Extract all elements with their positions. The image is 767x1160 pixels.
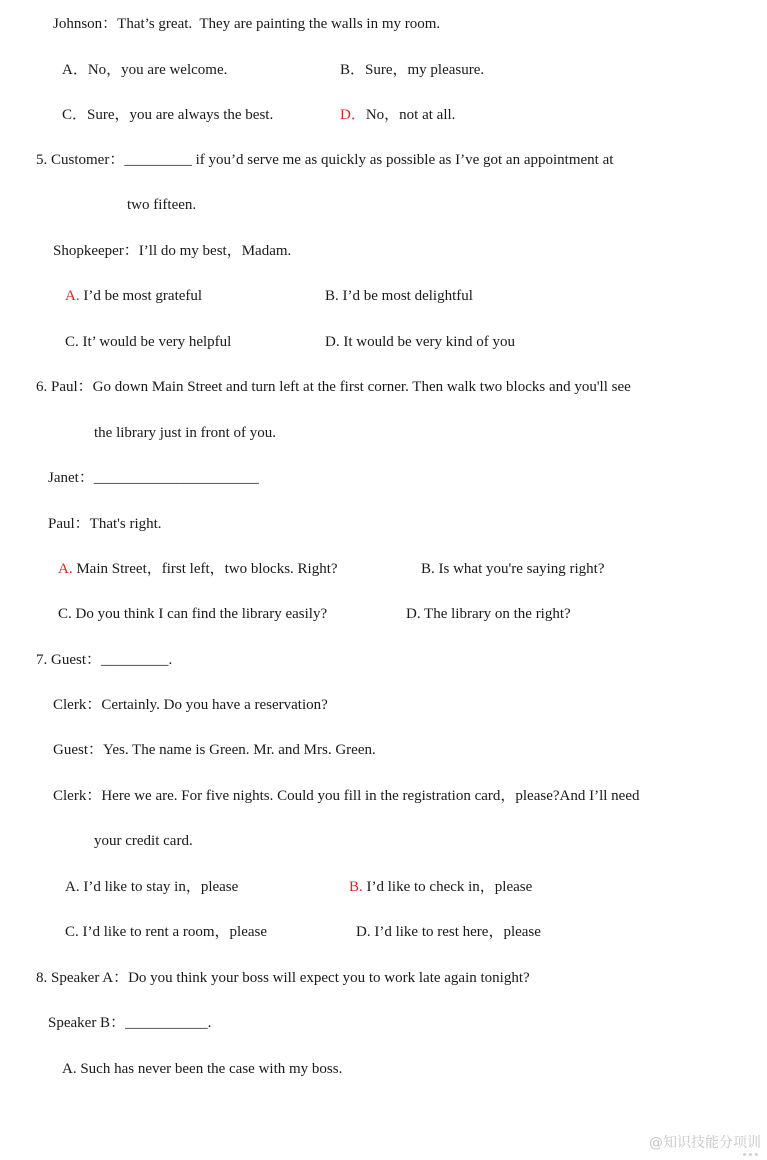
q6-option-c: C. Do you think I can find the library easily? <box>58 606 328 622</box>
q4-option-b: B．Sure，my pleasure. <box>340 62 485 78</box>
q6-option-a-text: Main Street，first left，two blocks. Right? <box>72 561 338 577</box>
q6-continuation: the library just in front of you. <box>94 425 277 441</box>
q5-customer-line: 5. Customer：_________ if you’d serve me as quickly as possible as I’ve got an appointment at <box>36 152 614 168</box>
q7-option-b <box>349 877 532 897</box>
answer-letter-d: D． <box>340 107 366 123</box>
q8-speaker-b-line: Speaker B：___________. <box>48 1015 212 1031</box>
q6-option-b: B. Is what you're saying right? <box>421 561 605 577</box>
q4-option-d-text: No，not at all. <box>365 107 456 123</box>
q7-option-d: D. I’d like to rest here，please <box>356 924 541 940</box>
q5-option-c: C. It’ would be very helpful <box>65 334 232 350</box>
q7-clerk-reply: Clerk：Here we are. For five nights. Could you fill in the registration card，please?And I’ll need <box>53 788 640 804</box>
q7-option-c: C. I’d like to rent a room，please <box>65 924 268 940</box>
answer-letter-a: A. <box>65 288 80 304</box>
answer-letter-a: A. <box>58 561 73 577</box>
q5-option-a-text: I’d be most grateful <box>79 288 203 304</box>
q7-option-b-text: I’d like to check in，please <box>362 879 533 895</box>
q6-paul-reply: Paul：That's right. <box>48 516 162 532</box>
q4-option-d <box>340 105 455 125</box>
q6-option-a <box>58 559 338 579</box>
answer-letter-b: B. <box>349 879 363 895</box>
q7-clerk-line: Clerk：Certainly. Do you have a reservation? <box>53 697 328 713</box>
q8-option-a: A. Such has never been the case with my boss. <box>62 1061 343 1077</box>
q6-option-d: D. The library on the right? <box>406 606 571 622</box>
q6-paul-line: 6. Paul：Go down Main Street and turn left at the first corner. Then walk two blocks and you'll see <box>36 379 631 395</box>
q6-janet-line: Janet：______________________ <box>48 470 259 486</box>
q4-option-a: A．No，you are welcome. <box>62 62 228 78</box>
q8-speaker-a-line: 8. Speaker A：Do you think your boss will expect you to work late again tonight? <box>36 970 530 986</box>
q7-option-a: A. I’d like to stay in，please <box>65 879 239 895</box>
q5-continuation: two fifteen. <box>127 197 197 213</box>
q5-shopkeeper-line: Shopkeeper：I’ll do my best，Madam. <box>53 243 292 259</box>
q7-guest-line: 7. Guest：_________. <box>36 652 173 668</box>
q5-option-a <box>65 286 202 306</box>
q7-continuation: your credit card. <box>94 833 193 849</box>
q7-guest-reply: Guest：Yes. The name is Green. Mr. and Mrs. Green. <box>53 742 376 758</box>
watermark-dots <box>741 1152 761 1158</box>
q5-option-b: B. I’d be most delightful <box>325 288 473 304</box>
q4-option-c: C．Sure，you are always the best. <box>62 107 274 123</box>
johnson-line: Johnson：That’s great. They are painting the walls in my room. <box>53 16 441 32</box>
q5-option-d: D. It would be very kind of you <box>325 334 515 350</box>
watermark: @知识技能分项训 <box>649 1135 761 1151</box>
